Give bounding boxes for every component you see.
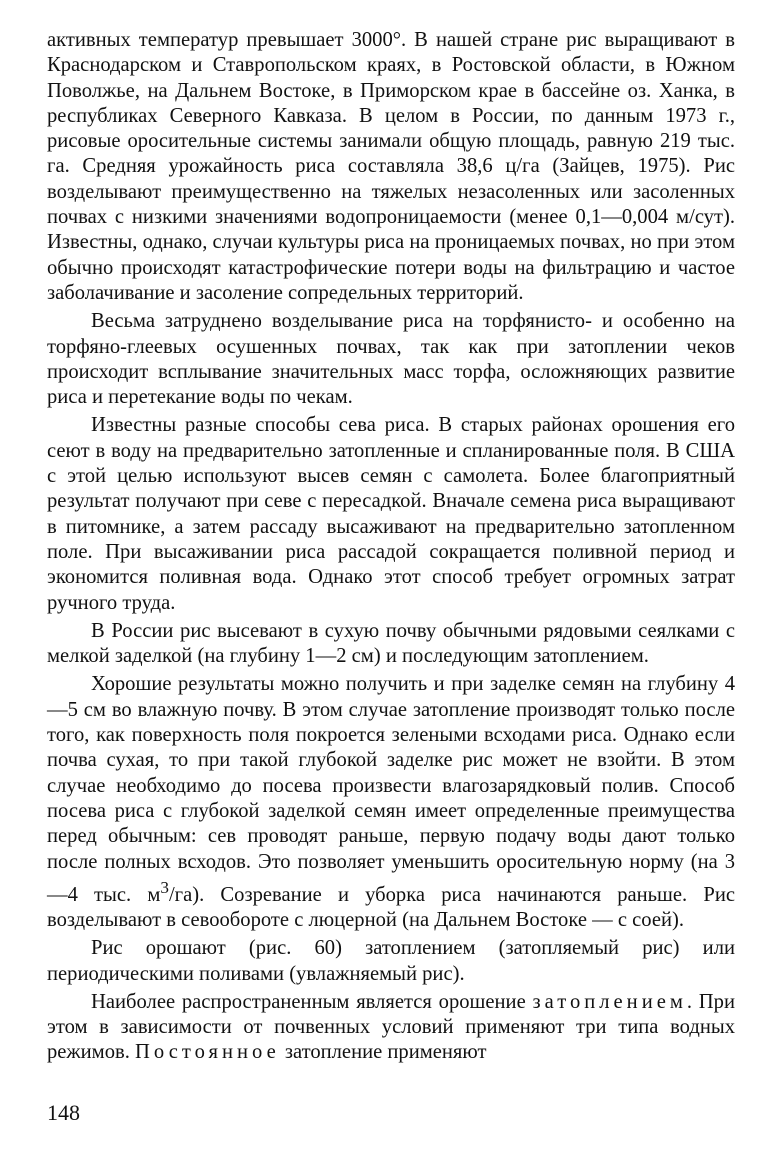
deep-seeding-text-before: Хорошие результаты можно получить и при заделке семян на глубину 4—5 см во влажную почву. В этом случае затопление производят только после того, как поверхность поля покроется зелеными всходами риса. Однако если почва сухая, то при такой глубокой заделке рис может не взойти. В этом случае необходимо до посева произвести влагозарядковый полив. Способ посева риса с глубокой заделкой семян имеет определенные преимущества перед обычным: сев проводят раньше, первую подачу воды дают только после полных всходов. Это позволяет уменьшить оросительную норму (на 3—4 тыс. м [47,673,735,906]
paragraph-deep-seeding [47,672,735,933]
paragraph-rice-growing-regions: активных температур превышает 3000°. В нашей стране рис выращивают в Краснодарском и Ставропольском краях, в Ростовской области, в Южном Поволжье, на Дальнем Востоке, в Приморском крае в бассейне оз. Ханка, в республиках Северного Кавказа. В целом в России, по данным 1973 г., рисовые оросительные системы занимали общую площадь, равную 219 тыс. га. Средняя урожайность риса составляла 38,6 ц/га (Зайцев, 1975). Рис возделывают преимущественно на тяжелых незасоленных или засоленных почвах с низкими значениями водопроницаемости (менее 0,1—0,004 м/сут). Известны, однако, случаи культуры риса на проницаемых почвах, но при этом обычно происходят катастрофические потери воды на фильтрацию и частое заболачивание и засоление сопредельных территорий. [47,29,735,304]
paragraph-sowing-in-russia: В России рис высевают в сухую почву обычными рядовыми сеялками с мелкой заделкой (на глубину 1—2 см) и последующим затоплением. [47,619,735,668]
constant-emphasis-term: Постоянное [135,1041,280,1064]
paragraph-flooding-irrigation [47,990,735,1066]
flooding-emphasis-term: затоплением [532,990,687,1013]
paragraph-sowing-methods: Известны разные способы сева риса. В старых районах орошения его сеют в воду на предварительно затопленные и спланированные поля. В США с этой целью используют высев семян с самолета. Более благоприятный результат получают при севе с пересадкой. Вначале семена риса выращивают в питомнике, а затем рассаду высаживают на предварительно затопленном поле. При высаживании риса рассадой сокращается поливной период и экономится поливная вода. Однако этот способ требует огромных затрат ручного труда. [47,414,735,614]
flooding-text-before: Наиболее распространенным является орошение [91,990,533,1013]
cubic-superscript: 3 [160,877,169,897]
paragraph-irrigation-types: Рис орошают (рис. 60) затоплением (затопляемый рис) или периодическими поливами (увлажняемый рис). [47,937,735,985]
page-number: 148 [47,1100,80,1125]
document-page [47,28,735,1066]
paragraph-peat-soils: Весьма затруднено возделывание риса на торфянисто- и особенно на торфяно-глеевых осушенных почвах, так как при затоплении чеков происходит всплывание значительных масс торфа, осложняющих развитие риса и перетекание воды по чекам. [47,310,735,409]
flooding-text-after: затопление применяют [279,1041,487,1064]
deep-seeding-text-after: /га). Созревание и уборка риса начинаются раньше. Рис возделывают в севообороте с люцерной (на Дальнем Востоке — с соей). [47,883,735,931]
flooding-text-middle: . При этом в зависимости от почвенных условий применяют три типа водных режимов. [47,990,735,1064]
